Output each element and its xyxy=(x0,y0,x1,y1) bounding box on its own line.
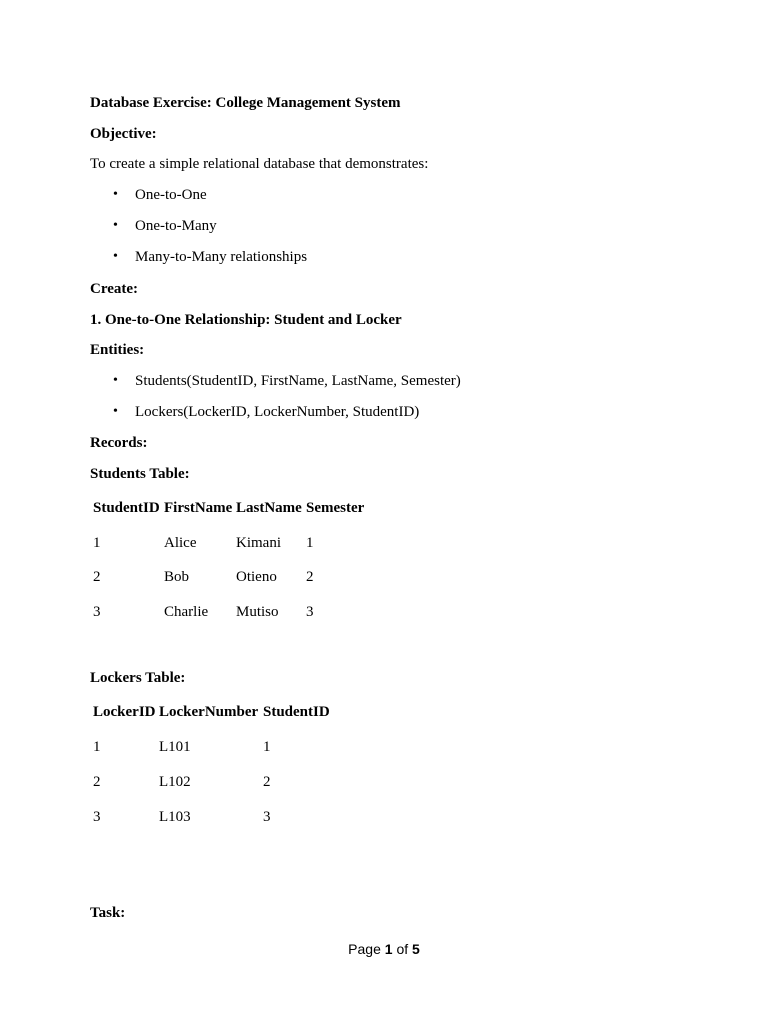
column-header: StudentID xyxy=(93,499,160,516)
list-item: Students(StudentID, FirstName, LastName, Semester) xyxy=(135,373,461,389)
table-cell: 1 xyxy=(263,738,271,755)
table-cell: L103 xyxy=(159,808,191,825)
list-item: Many-to-Many relationships xyxy=(135,249,308,265)
table-cell: 3 xyxy=(263,808,271,825)
lockers-table xyxy=(93,703,343,826)
table-row xyxy=(93,586,376,621)
table-cell: 3 xyxy=(306,603,314,620)
students-table-heading: Students Table: xyxy=(90,466,190,482)
objective-text: To create a simple relational database that demonstrates: xyxy=(90,156,429,172)
table-cell: 2 xyxy=(93,568,101,585)
objective-heading: Objective: xyxy=(90,126,157,142)
section-heading: 1. One-to-One Relationship: Student and Locker xyxy=(90,312,402,328)
bullet-icon: • xyxy=(113,404,118,419)
current-page-number: 1 xyxy=(384,941,393,957)
table-cell: 1 xyxy=(93,738,101,755)
column-header: Semester xyxy=(306,499,365,516)
column-header: LastName xyxy=(236,499,302,516)
table-row xyxy=(93,756,343,791)
column-header: LockerID xyxy=(93,703,156,720)
table-cell: L102 xyxy=(159,773,191,790)
table-cell: L101 xyxy=(159,738,191,755)
bullet-icon: • xyxy=(113,187,118,202)
column-header: LockerNumber xyxy=(159,703,259,720)
page-label: Page xyxy=(348,941,381,957)
table-cell: 2 xyxy=(93,773,101,790)
table-header-row xyxy=(93,703,343,721)
entities-heading: Entities: xyxy=(90,342,145,358)
bullet-icon: • xyxy=(113,249,118,264)
table-cell: 3 xyxy=(93,808,101,825)
table-cell: Mutiso xyxy=(236,603,279,620)
task-heading: Task: xyxy=(90,905,126,921)
table-row xyxy=(93,517,376,552)
table-cell: 2 xyxy=(306,568,314,585)
document-title: Database Exercise: College Management System xyxy=(90,95,401,111)
table-row xyxy=(93,791,343,826)
table-header-row xyxy=(93,499,376,517)
of-label: of xyxy=(396,941,409,957)
table-row xyxy=(93,721,343,756)
table-cell: Otieno xyxy=(236,568,277,585)
table-cell: 1 xyxy=(93,534,101,551)
table-cell: Charlie xyxy=(164,603,209,620)
bullet-icon: • xyxy=(113,373,118,388)
column-header: StudentID xyxy=(263,703,330,720)
table-cell: Alice xyxy=(164,534,197,551)
table-row xyxy=(93,552,376,586)
table-cell: 2 xyxy=(263,773,271,790)
create-heading: Create: xyxy=(90,281,139,297)
lockers-table-heading: Lockers Table: xyxy=(90,670,186,686)
table-cell: Bob xyxy=(164,568,190,585)
list-item: Lockers(LockerID, LockerNumber, StudentID) xyxy=(135,404,420,420)
records-heading: Records: xyxy=(90,435,148,451)
column-header: FirstName xyxy=(164,499,233,516)
bullet-icon: • xyxy=(113,218,118,233)
table-cell: 3 xyxy=(93,603,101,620)
total-pages-number: 5 xyxy=(412,941,420,957)
list-item: One-to-One xyxy=(135,187,207,203)
page-footer xyxy=(0,941,768,957)
table-cell: 1 xyxy=(306,534,314,551)
students-table xyxy=(93,499,376,621)
table-cell: Kimani xyxy=(236,534,281,551)
list-item: One-to-Many xyxy=(135,218,217,234)
